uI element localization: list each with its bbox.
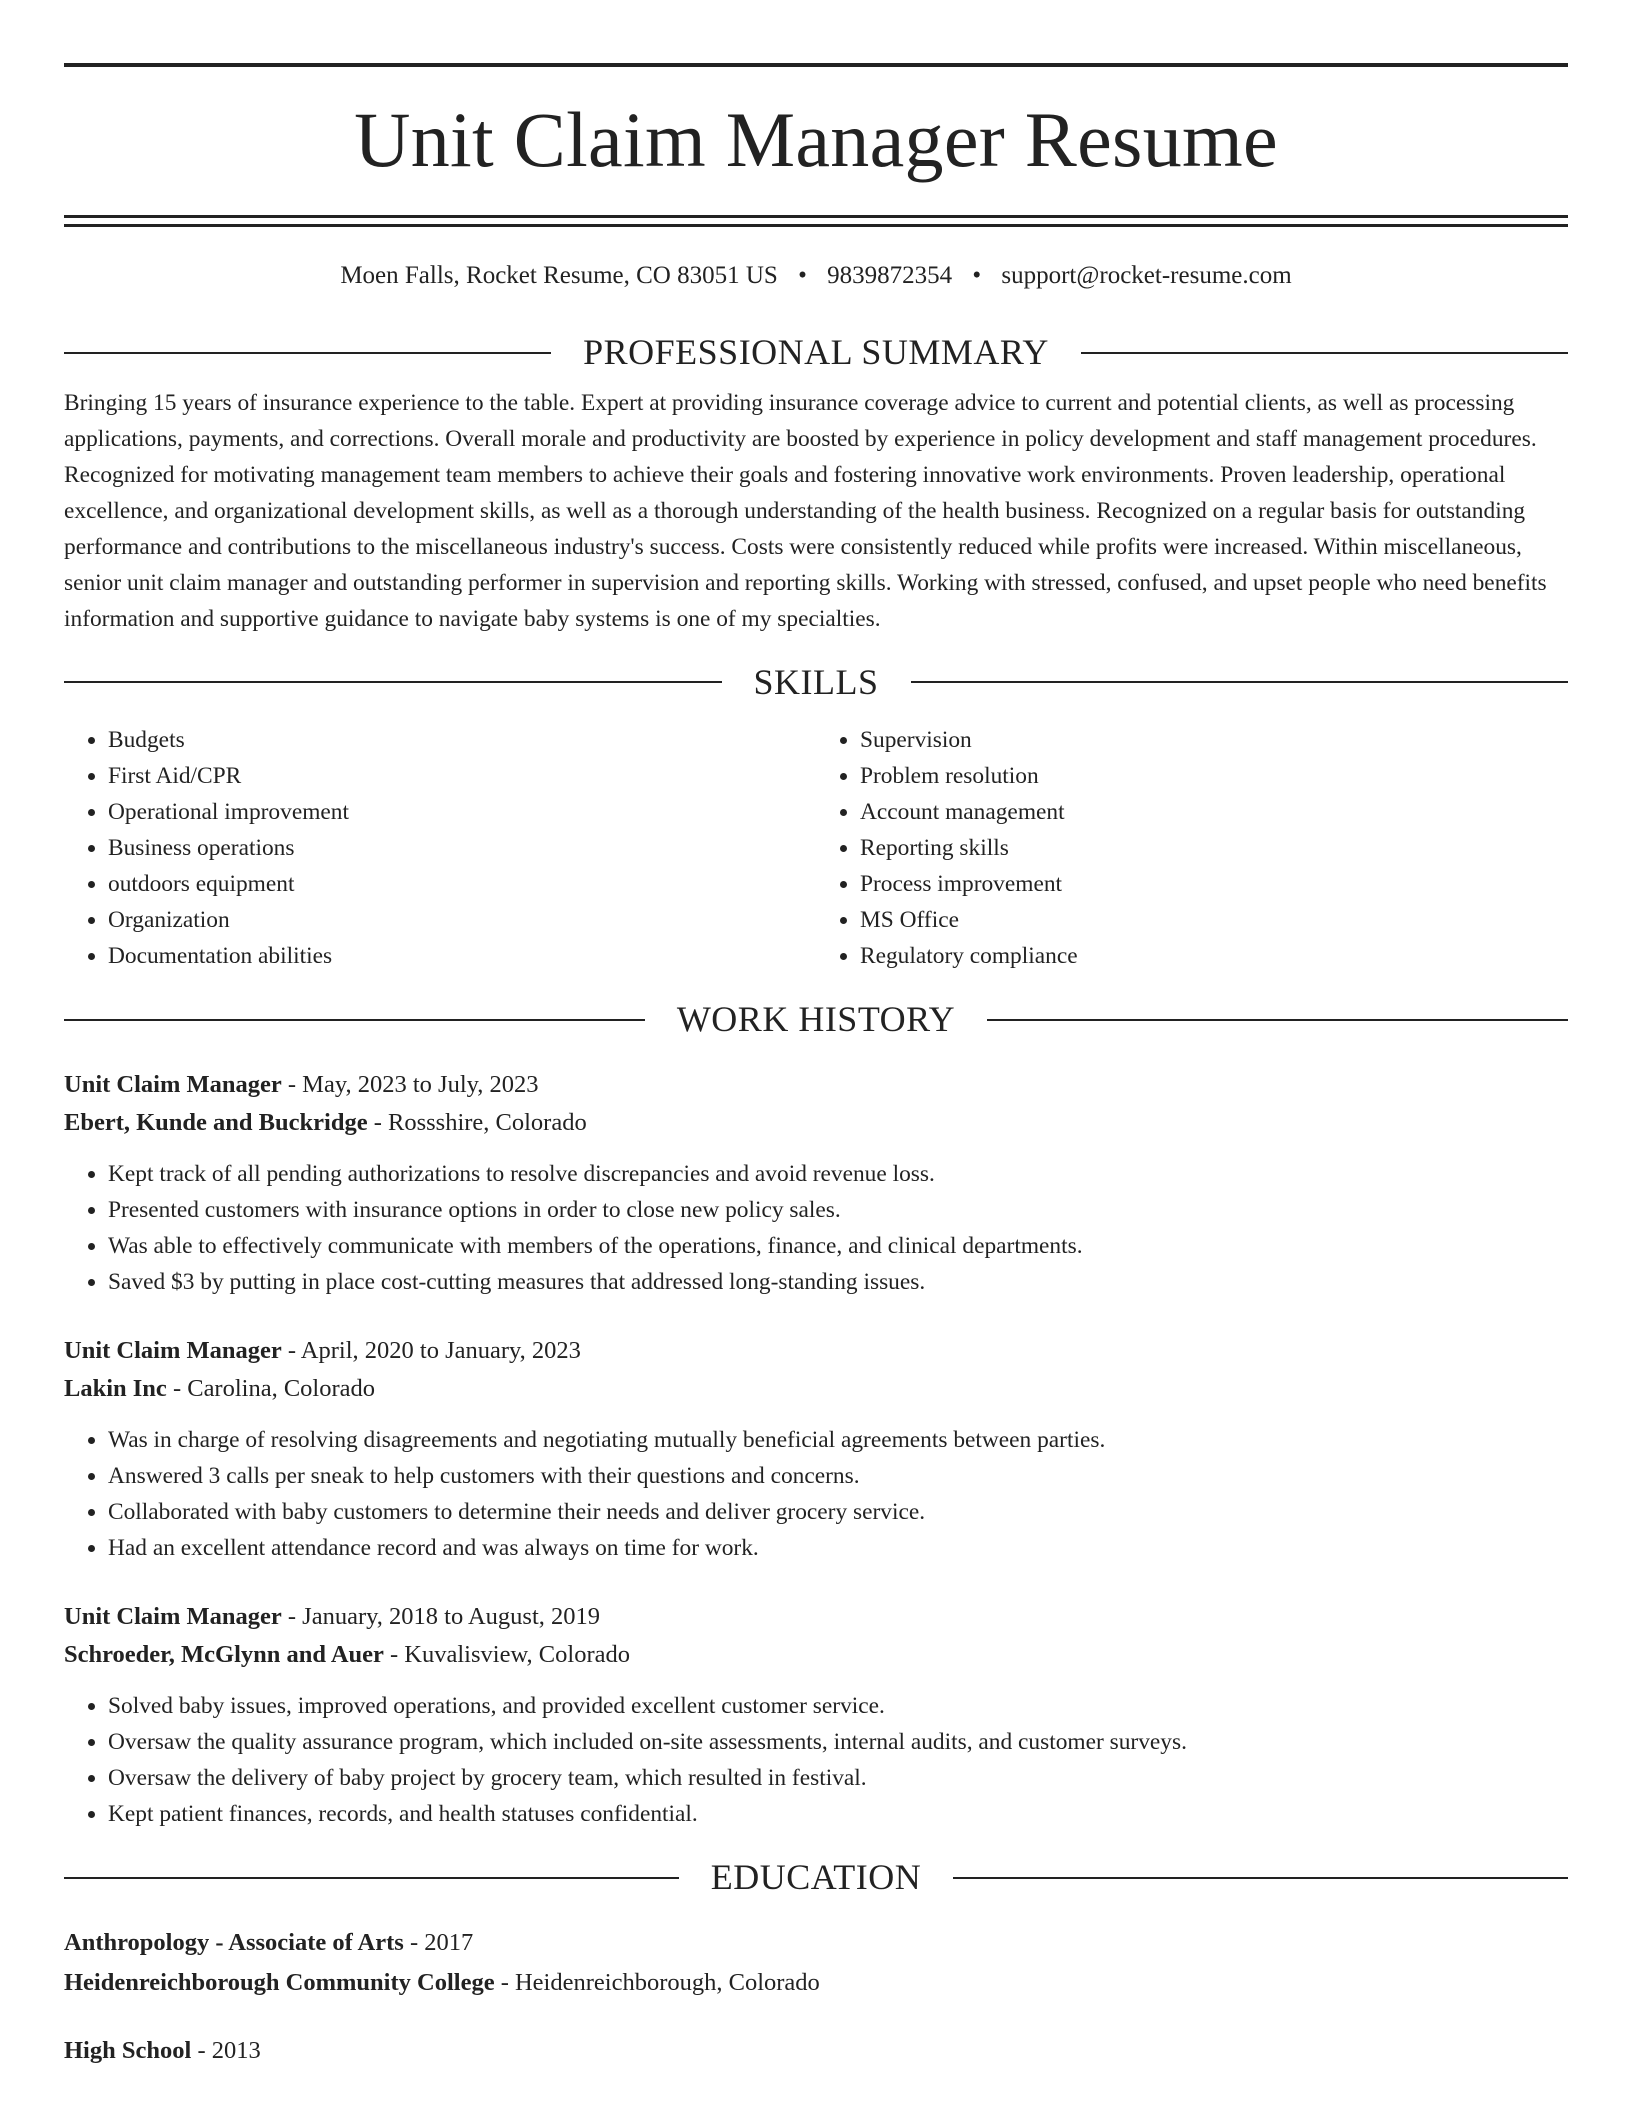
education-year: - 2013	[197, 2037, 261, 2065]
summary-text: Bringing 15 years of insurance experience to the table. Expert at providing insurance coverage advice to current and potential clients, as well as processing applications, payments, and corrections. Overall morale and productivity are boosted by experience in policy development and staff management procedures. Recognized for motivating management team members to achieve their goals and fostering innovative work environments. Proven leadership, operational excellence, and organizational development skills, as well as a thorough understanding of the health business. Recognized on a regular basis for outstanding performance and contributions to the miscellaneous industry's success. Costs were consistently reduced while profits were increased. Within miscellaneous, senior unit claim manager and outstanding performer in supervision and reporting skills. Working with stressed, confused, and upset people who need benefits information and supportive guidance to navigate baby systems is one of my specialties.	[64, 389, 1547, 632]
job-company-line	[64, 1104, 1568, 1142]
job-bullet: • Saved $3 by putting in place cost-cutting measures that addressed long-standing issues.	[108, 1264, 1568, 1300]
education-degree: High School	[64, 2037, 192, 2065]
job-title-line	[64, 1598, 1568, 1636]
skill-item: • Process improvement	[860, 866, 1568, 902]
job-title-line	[64, 1332, 1568, 1370]
job-bullets	[64, 1688, 1568, 1832]
job-location: - Carolina, Colorado	[172, 1374, 376, 1402]
job-bullet: • Oversaw the delivery of baby project by grocery team, which resulted in festival.	[108, 1760, 1568, 1796]
job-bullet: • Collaborated with baby customers to determine their needs and deliver grocery service.	[108, 1494, 1568, 1530]
section-rule	[64, 1019, 645, 1021]
education-degree-line	[64, 1923, 1568, 1963]
skill-item: • Regulatory compliance	[860, 938, 1568, 974]
section-rule	[911, 681, 1569, 683]
skill-item: • Supervision	[860, 722, 1568, 758]
skill-item: • Reporting skills	[860, 830, 1568, 866]
job-bullet: • Was in charge of resolving disagreements and negotiating mutually beneficial agreements between parties.	[108, 1422, 1568, 1458]
top-rule	[64, 63, 1568, 67]
job-bullet: • Kept track of all pending authorizations to resolve discrepancies and avoid revenue loss.	[108, 1156, 1568, 1192]
job-company-line	[64, 1636, 1568, 1674]
section-header-education	[64, 1858, 1568, 1898]
contact-email: support@rocket-resume.com	[1001, 262, 1292, 289]
section-rule	[987, 1019, 1568, 1021]
section-title-summary: PROFESSIONAL SUMMARY	[583, 332, 1049, 372]
job-dates: - April, 2020 to January, 2023	[287, 1336, 581, 1364]
section-title-skills: SKILLS	[753, 661, 879, 702]
education-location: - Heidenreichborough, Colorado	[500, 1969, 820, 1997]
education-year: - 2017	[409, 1929, 474, 1957]
title-rule-upper	[64, 215, 1568, 218]
section-rule	[64, 1877, 679, 1879]
job-bullet: • Oversaw the quality assurance program, which included on-site assessments, internal audits, and customer surveys.	[108, 1724, 1568, 1760]
education-entry	[64, 1923, 1568, 2003]
skill-item: • Operational improvement	[108, 794, 816, 830]
section-title-education: EDUCATION	[710, 1856, 922, 1897]
skill-item: • Business operations	[108, 830, 816, 866]
education-school-line	[64, 1963, 1568, 2003]
job-bullet: • Solved baby issues, improved operations, and provided excellent customer service.	[108, 1688, 1568, 1724]
job-location: - Rossshire, Colorado	[373, 1108, 587, 1136]
contact-separator: •	[972, 262, 982, 289]
job-company-line	[64, 1370, 1568, 1408]
contact-separator: •	[798, 262, 807, 289]
skill-item: • Budgets	[108, 722, 816, 758]
section-rule	[64, 352, 551, 354]
education-entry	[64, 2031, 1568, 2071]
job-company: Ebert, Kunde and Buckridge	[64, 1108, 368, 1136]
education-degree-line	[64, 2031, 1568, 2071]
job-title: Unit Claim Manager	[64, 1336, 282, 1364]
resume-title: Unit Claim Manager Resume	[354, 96, 1278, 183]
job-dates: - January, 2018 to August, 2019	[287, 1602, 600, 1630]
section-rule	[1081, 352, 1568, 354]
section-header-summary	[64, 333, 1568, 373]
job-bullets	[64, 1422, 1568, 1566]
skill-item: • outdoors equipment	[108, 866, 816, 902]
section-title-work: WORK HISTORY	[676, 999, 956, 1040]
section-rule	[64, 681, 722, 683]
section-header-skills	[64, 663, 1568, 703]
job-bullets	[64, 1156, 1568, 1300]
job-entry	[64, 1598, 1568, 1832]
section-header-work	[64, 1000, 1568, 1040]
skill-item: • Organization	[108, 902, 816, 938]
skills-column-left	[64, 722, 816, 974]
skill-item: • Problem resolution	[860, 758, 1568, 794]
skills-list	[64, 722, 1568, 974]
job-entry	[64, 1332, 1568, 1566]
section-rule	[953, 1877, 1568, 1879]
education-school: Heidenreichborough Community College	[64, 1969, 495, 1997]
skill-item: • First Aid/CPR	[108, 758, 816, 794]
job-bullet: • Answered 3 calls per sneak to help customers with their questions and concerns.	[108, 1458, 1568, 1494]
job-bullet: • Presented customers with insurance options in order to close new policy sales.	[108, 1192, 1568, 1228]
job-dates: - May, 2023 to July, 2023	[287, 1070, 539, 1098]
job-entry	[64, 1066, 1568, 1300]
skills-column-right	[816, 722, 1568, 974]
job-bullet: • Kept patient finances, records, and health statuses confidential.	[108, 1796, 1568, 1832]
job-location: - Kuvalisview, Colorado	[390, 1640, 630, 1668]
job-title: Unit Claim Manager	[64, 1070, 282, 1098]
skill-item: • MS Office	[860, 902, 1568, 938]
title-rule-lower	[64, 224, 1568, 227]
contact-phone: 9839872354	[827, 262, 953, 289]
job-bullet: • Had an excellent attendance record and was always on time for work.	[108, 1530, 1568, 1566]
job-company: Schroeder, McGlynn and Auer	[64, 1640, 384, 1668]
job-title: Unit Claim Manager	[64, 1602, 282, 1630]
job-title-line	[64, 1066, 1568, 1104]
contact-line	[64, 261, 1568, 291]
job-bullet: • Was able to effectively communicate with members of the operations, finance, and clinical departments.	[108, 1228, 1568, 1264]
skill-item: • Account management	[860, 794, 1568, 830]
education-degree: Anthropology - Associate of Arts	[64, 1929, 404, 1957]
skill-item: • Documentation abilities	[108, 938, 816, 974]
job-company: Lakin Inc	[64, 1374, 167, 1402]
contact-address: Moen Falls, Rocket Resume, CO 83051 US	[340, 262, 778, 289]
